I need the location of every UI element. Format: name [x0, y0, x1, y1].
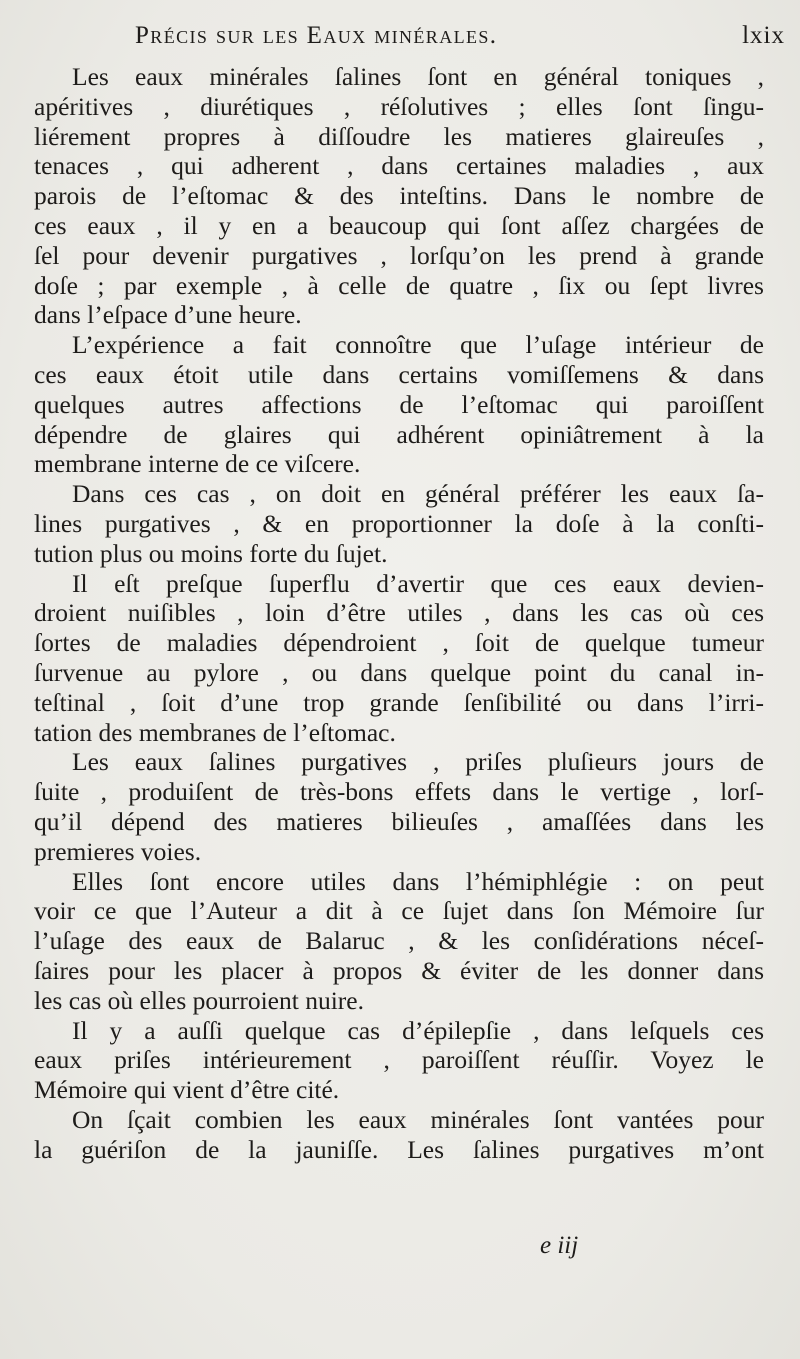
- text-line: ces eaux , il y en a beaucoup qui ſont aſſez chargées de: [34, 210, 764, 240]
- text-line: ſel pour devenir purgatives , lorſqu’on les prend à grande: [34, 240, 764, 270]
- text-line: Les eaux ſalines purgatives , priſes pluſieurs jours de: [72, 747, 764, 777]
- paragraph: [34, 1016, 764, 1105]
- text-line: ſurvenue au pylore , ou dans quelque point du canal in-: [34, 657, 764, 687]
- text-line: parois de l’eſtomac & des inteſtins. Dans le nombre de: [34, 181, 764, 211]
- text-line: voir ce que l’Auteur a dit à ce ſujet dans ſon Mémoire ſur: [34, 896, 764, 926]
- text-line: ſuite , produiſent de très-bons effets dans le vertige , lorſ-: [34, 777, 764, 807]
- text-line: teſtinal , ſoit d’une trop grande ſenſibilité ou dans l’irri-: [34, 687, 764, 717]
- text-line: membrane interne de ce viſcere.: [34, 449, 361, 479]
- paragraph: [34, 867, 764, 1016]
- body-text: [34, 62, 764, 1164]
- text-line: ces eaux étoit utile dans certains vomiſſemens & dans: [34, 359, 764, 389]
- paragraph: [34, 569, 764, 748]
- text-line: droient nuiſibles , loin d’être utiles , dans les cas où ces: [34, 598, 764, 628]
- text-line: eaux priſes intérieurement , paroiſſent réuſſir. Voyez le: [34, 1045, 764, 1075]
- paragraph: [34, 747, 764, 866]
- text-line: Il y a auſſi quelque cas d’épilepſie , dans leſquels ces: [72, 1015, 764, 1045]
- text-line: On ſçait combien les eaux minérales ſont vantées pour: [72, 1104, 764, 1134]
- text-line: L’expérience a fait connoître que l’uſage intérieur de: [72, 330, 764, 360]
- text-line: apéritives , diurétiques , réſolutives ; elles ſont ſingu-: [34, 91, 764, 121]
- text-line: tenaces , qui adherent , dans certaines maladies , aux: [34, 151, 764, 181]
- text-line: Dans ces cas , on doit en général préférer les eaux ſa-: [72, 479, 764, 509]
- page-number: lxix: [742, 22, 785, 49]
- text-line: quelques autres affections de l’eſtomac qui paroiſſent: [34, 389, 764, 419]
- text-line: premieres voies.: [34, 836, 202, 866]
- text-line: liérement propres à diſſoudre les matieres glaireuſes ,: [34, 121, 764, 151]
- text-line: tation des membranes de l’eſtomac.: [34, 717, 396, 747]
- text-line: l’uſage des eaux de Balaruc , & les conſidérations néceſ-: [34, 926, 764, 956]
- paragraph: [34, 479, 764, 568]
- text-line: Elles ſont encore utiles dans l’hémiphlégie : on peut: [72, 866, 764, 896]
- text-line: ſortes de maladies dépendroient , ſoit de quelque tumeur: [34, 628, 764, 658]
- text-line: tution plus ou moins forte du ſujet.: [34, 538, 388, 568]
- text-line: la guériſon de la jauniſſe. Les ſalines purgatives m’ont: [34, 1134, 764, 1164]
- text-line: Les eaux minérales ſalines ſont en général toniques ,: [72, 62, 764, 91]
- running-head: [40, 22, 785, 58]
- text-line: ſaires pour les placer à propos & éviter de les donner dans: [34, 955, 764, 985]
- text-line: dépendre de glaires qui adhérent opiniâtrement à la: [34, 419, 764, 449]
- paragraph: [34, 1105, 764, 1165]
- text-line: Mémoire qui vient d’être cité.: [34, 1075, 340, 1105]
- text-line: qu’il dépend des matieres bilieuſes , amaſſées dans les: [34, 806, 764, 836]
- paragraph: [34, 62, 764, 330]
- text-line: dans l’eſpace d’une heure.: [34, 300, 302, 330]
- text-line: doſe ; par exemple , à celle de quatre , ſix ou ſept livres: [34, 270, 764, 300]
- text-line: lines purgatives , & en proportionner la doſe à la conſti-: [34, 508, 764, 538]
- text-line: Il eſt preſque ſuperflu d’avertir que ces eaux devien-: [72, 568, 764, 598]
- running-title: Précis sur les Eaux minérales.: [135, 22, 498, 49]
- signature-mark: e iij: [540, 1232, 579, 1259]
- paragraph: [34, 330, 764, 479]
- text-line: les cas où elles pourroient nuire.: [34, 985, 364, 1015]
